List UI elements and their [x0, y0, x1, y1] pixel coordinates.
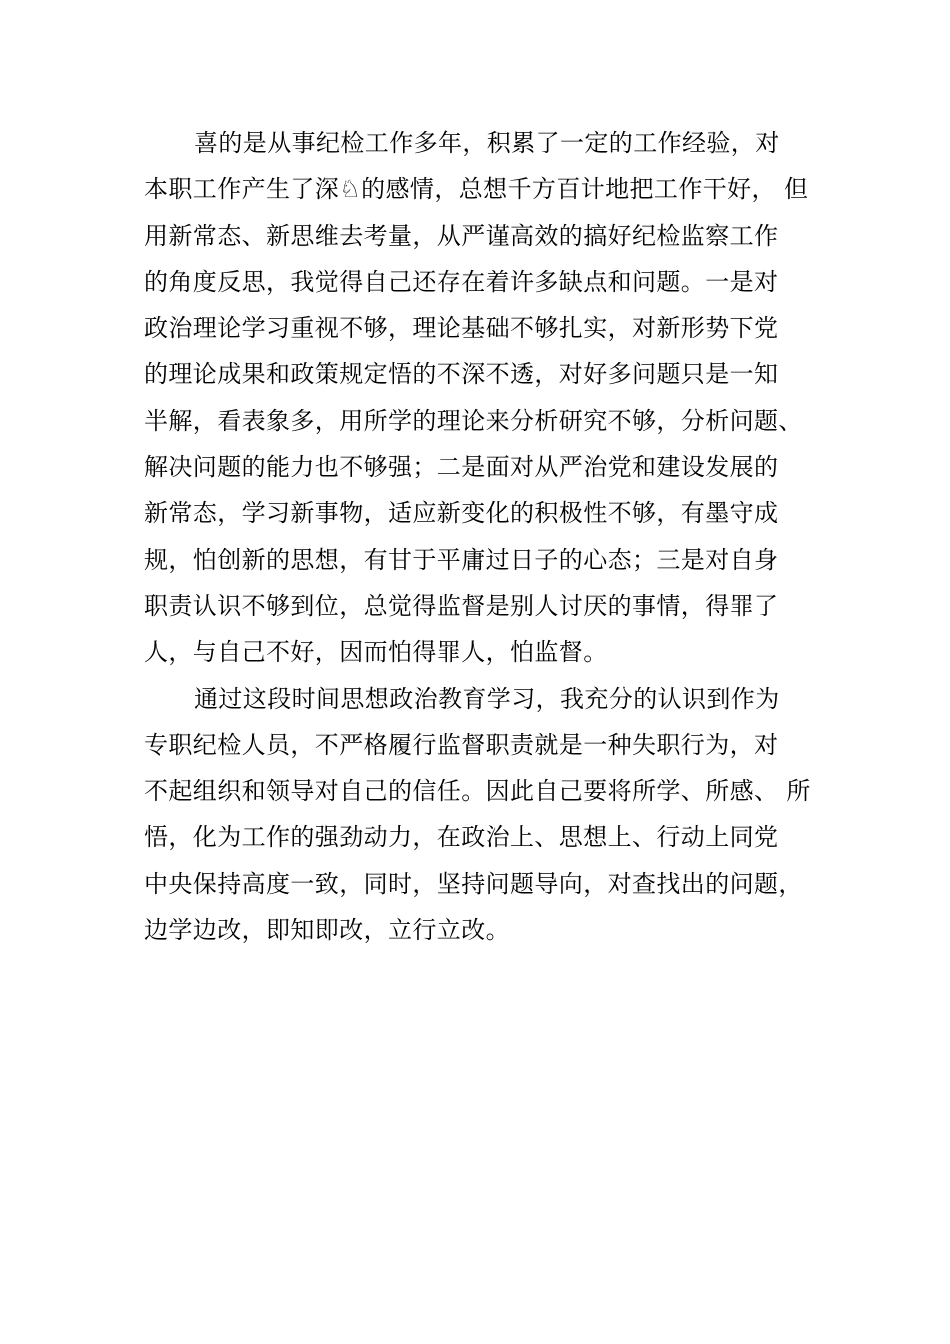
text-line: 规，怕创新的思想，有甘于平庸过日子的心态；三是对自身	[144, 545, 779, 574]
text-line: 中央保持高度一致，同时，坚持问题导向，对查找出的问题，	[144, 869, 803, 898]
text-line: 的角度反思，我觉得自己还存在着许多缺点和问题。一是对	[144, 267, 779, 296]
text-line: 用新常态、新思维去考量，从严谨高效的搞好纪检监察工作	[144, 221, 779, 250]
text-line: 政治理论学习重视不够，理论基础不够扎实，对新形势下党	[144, 314, 779, 343]
paragraph-2	[144, 676, 844, 954]
text-line: 悟，化为工作的强劲动力，在政治上、思想上、行动上同党	[144, 823, 779, 852]
text-line: 边学边改，即知即改，立行立改。	[144, 916, 510, 945]
text-line: 人，与自己不好，因而怕得罪人，怕监督。	[144, 638, 608, 667]
text-line: 喜的是从事纪检工作多年，积累了一定的工作经验，对	[194, 129, 780, 157]
text-line: 解决问题的能力也不够强；二是面对从严治党和建设发展的	[144, 453, 779, 482]
text-line: 半解，看表象多，用所学的理论来分析研究不够，分析问题、	[144, 406, 803, 435]
text-line: 职责认识不够到位，总觉得监督是别人讨厌的事情，得罪了	[144, 591, 779, 620]
text-line: 不起组织和领导对自己的信任。因此自己要将所学、所感、 所	[144, 777, 811, 806]
text-line: 通过这段时间思想政治教育学习，我充分的认识到作为	[194, 684, 780, 713]
text-line: 专职纪检人员，不严格履行监督职责就是一种失职行为，对	[144, 730, 779, 759]
text-line: 的理论成果和政策规定悟的不深不透，对好多问题只是一知	[144, 360, 779, 389]
paragraph-1	[144, 120, 844, 676]
body-text	[144, 120, 844, 953]
text-line: 本职工作产生了深♘的感情，总想千方百计地把工作干好， 但	[144, 175, 809, 204]
text-line: 新常态，学习新事物，适应新变化的积极性不够，有墨守成	[144, 499, 779, 528]
